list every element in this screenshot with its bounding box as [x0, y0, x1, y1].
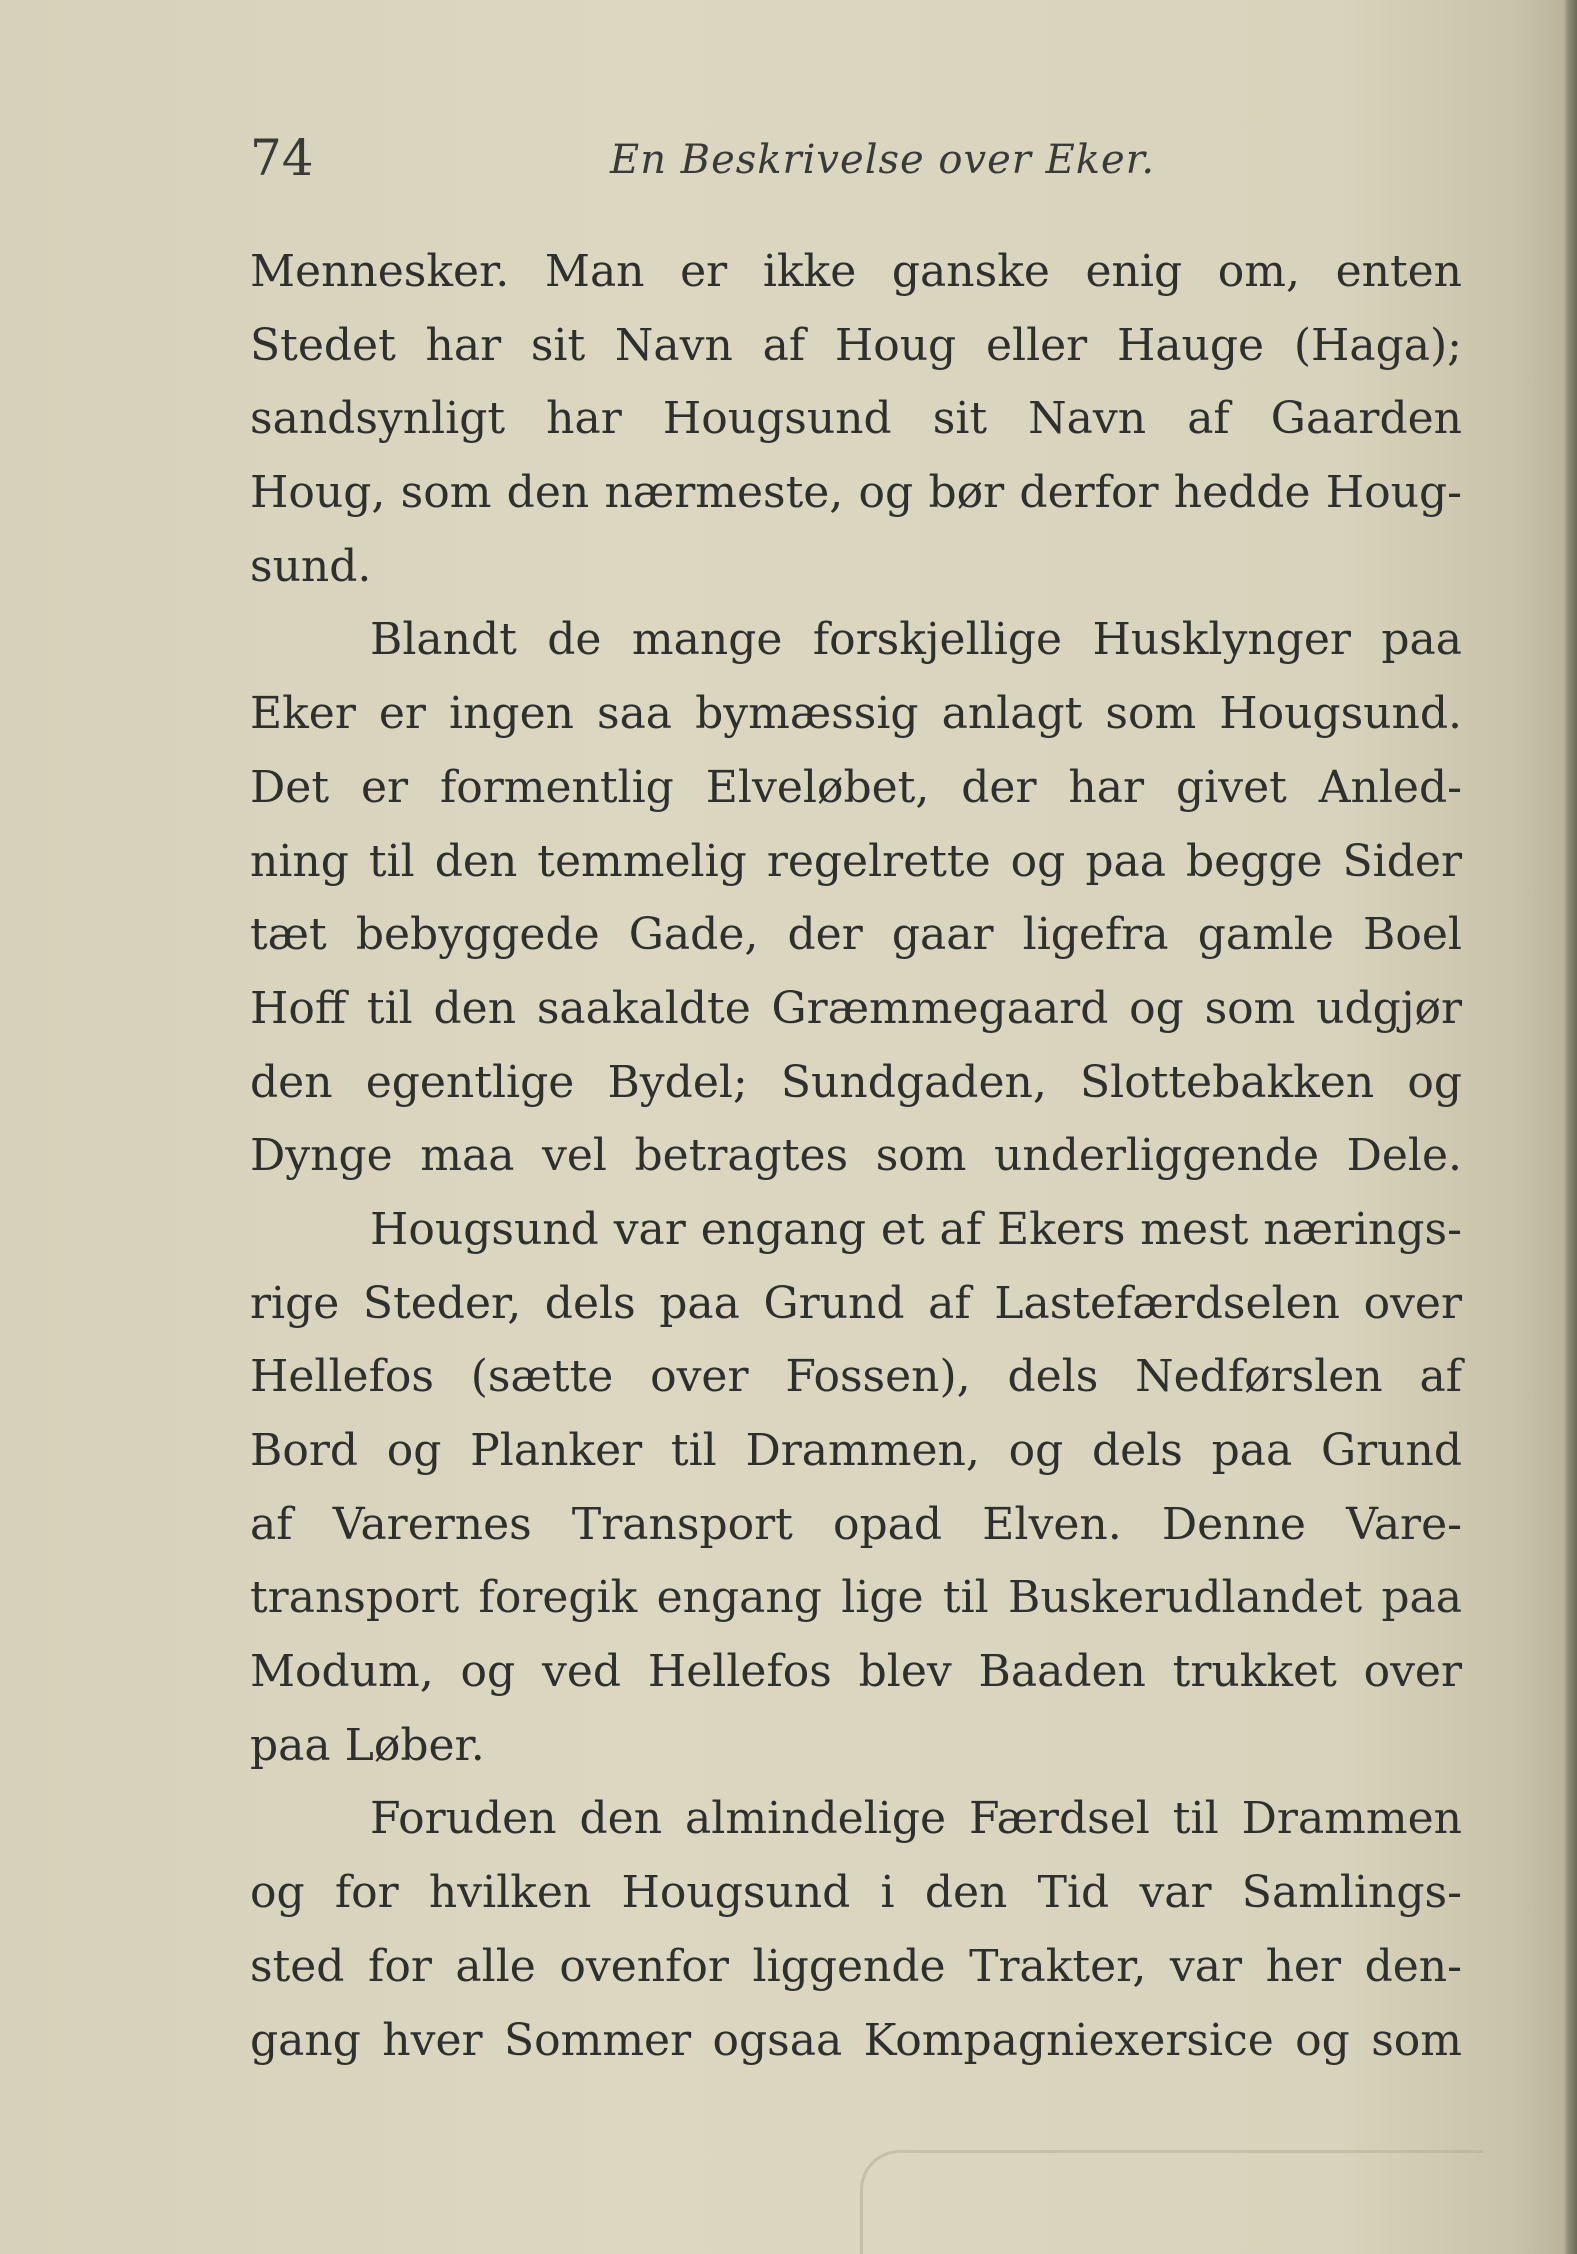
text-line: Foruden den almindelige Færdsel til Drammen — [370, 1793, 1462, 1845]
text-line: Houg, som den nærmeste, og bør derfor hedde Houg- — [250, 467, 1462, 519]
text-line: Bord og Planker til Drammen, og dels paa Grund — [250, 1425, 1462, 1476]
running-head — [250, 128, 1460, 188]
text-line: Hellefos (sætte over Fossen), dels Nedførslen af — [250, 1351, 1462, 1403]
text-line: Stedet har sit Navn af Houg eller Hauge (Haga); — [250, 319, 1462, 371]
text-line: sund. — [250, 540, 372, 592]
running-title: En Beskrivelse over Eker. — [610, 137, 1156, 183]
text-line: Dynge maa vel betragtes som underliggende Dele. — [250, 1130, 1462, 1182]
text-line: tæt bebyggede Gade, der gaar ligefra gamle Boel — [250, 909, 1462, 961]
text-line: Hoff til den saakaldte Græmmegaard og som udgjør — [250, 982, 1462, 1034]
text-line: Blandt de mange forskjellige Husklynger paa — [370, 614, 1462, 666]
text-line: gang hver Sommer ogsaa Kompagniexersice og som — [250, 2014, 1462, 2066]
page-stain-mark — [860, 2150, 1483, 2254]
text-line: paa Løber. — [250, 1719, 485, 1771]
text-line: Det er formentlig Elveløbet, der har givet Anled- — [250, 761, 1462, 813]
text-line: sandsynligt har Hougsund sit Navn af Gaarden — [250, 393, 1462, 445]
text-line: rige Steder, dels paa Grund af Lastefærdselen over — [250, 1277, 1462, 1329]
text-line: transport foregik engang lige til Buskerudlandet paa — [250, 1572, 1462, 1624]
text-line: den egentlige Bydel; Sundgaden, Slottebakken og — [250, 1056, 1462, 1108]
body-text — [250, 235, 1462, 2077]
text-line: Hougsund var engang et af Ekers mest nærings- — [370, 1203, 1462, 1255]
text-line: sted for alle ovenfor liggende Trakter, var her den- — [250, 1940, 1462, 1992]
page-edge-shadow — [1563, 0, 1577, 2254]
page-number: 74 — [250, 129, 314, 187]
text-line: Mennesker. Man er ikke ganske enig om, enten — [250, 246, 1462, 297]
text-line: og for hvilken Hougsund i den Tid var Samlings- — [250, 1867, 1462, 1919]
text-line: Modum, og ved Hellefos blev Baaden trukket over — [250, 1646, 1462, 1698]
text-line: af Varernes Transport opad Elven. Denne Vare- — [250, 1498, 1462, 1550]
text-line: Eker er ingen saa bymæssig anlagt som Hougsund. — [250, 688, 1462, 740]
text-line: ning til den temmelig regelrette og paa begge Sider — [250, 835, 1462, 887]
